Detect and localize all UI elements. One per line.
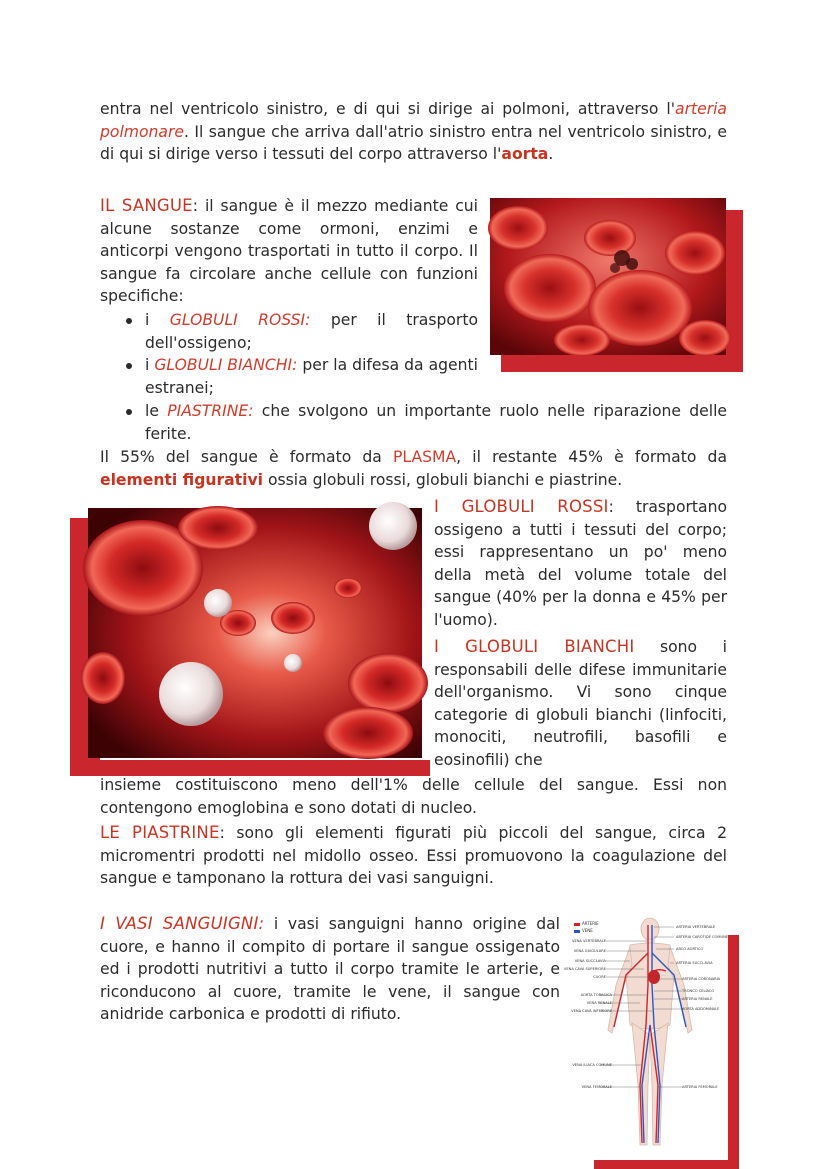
sangue-paragraph: [100, 195, 478, 308]
intro-text-1: entra nel ventricolo sinistro, e di qui si dirige ai polmoni, attraverso l': [100, 100, 676, 118]
blood-vessel-illustration: [88, 508, 422, 758]
vasi-paragraph: [100, 913, 560, 1026]
red-blood-cells-image: [490, 198, 726, 355]
blood-vessel-image: [88, 508, 422, 758]
globuli-rossi-paragraph: [434, 496, 727, 632]
globuli-bianchi-paragraph: [434, 636, 727, 772]
vasi-heading: I VASI SANGUIGNI:: [100, 914, 265, 933]
bullet-globuli-bianchi: i GLOBULI BIANCHI: per la difesa da agenti estranei;: [100, 354, 478, 399]
intro-text-2: . Il sangue che arriva dall'atrio sinistro entra nel ventricolo sinistro, e di qui si dirige verso i tessuti del corpo attraverso l': [100, 122, 727, 164]
plasma-paragraph: Il 55% del sangue è formato da PLASMA, il restante 45% è formato da elementi figurativi ossia globuli rossi, globuli bianchi e piastrine.: [100, 448, 727, 489]
sangue-text: : il sangue è il mezzo mediante cui alcune sostanze come ormoni, enzimi e anticorpi vengono trasportati in tutto il corpo. Il sangue fa circolare anche cellule con funzioni specifiche:: [100, 197, 478, 306]
bullet-piastrine: le PIASTRINE: che svolgono un importante ruolo nelle riparazione delle ferite.: [100, 400, 727, 445]
sangue-heading: IL SANGUE: [100, 196, 193, 215]
globuli-bianchi-text: sono i responsabili delle difese immunitarie dell'organismo. Vi sono cinque categorie di globuli bianchi (linfociti, monociti, neutrofili, basofili e eosinofili) che: [434, 638, 727, 769]
globuli-rossi-term: GLOBULI ROSSI:: [169, 311, 311, 329]
globuli-bianchi-term: GLOBULI BIANCHI:: [154, 356, 298, 375]
globuli-bianchi-heading: I GLOBULI BIANCHI: [434, 637, 635, 656]
piastrine-term: PIASTRINE:: [167, 402, 254, 420]
intro-text-3: .: [548, 145, 554, 164]
plasma-term: PLASMA: [393, 448, 457, 466]
sangue-bullet-list-wide: [100, 400, 727, 445]
vasi-text: i vasi sanguigni hanno origine dal cuore, e hanno il compito di portare il sangue ossigenato ed i prodotti nutritivi a tutto il corpo tramite le arterie, e riconducono al cuore, tramite le vene, il sangue con anidride carbonica e prodotti di rifiuto.: [100, 915, 560, 1024]
aorta-term: aorta: [501, 145, 549, 164]
intro-paragraph: [100, 98, 727, 166]
piastrine-text: : sono gli elementi figurati più piccoli del sangue, circa 2 micromentri prodotti nel midollo osseo. Essi promuovono la coagulazione del sangue e tamponano la rottura dei vasi sanguigni.: [100, 824, 727, 888]
arteria-polmonare-term: arteria polmonare: [100, 100, 727, 141]
piastrine-paragraph: [100, 822, 727, 890]
bullet-globuli-rossi: i GLOBULI ROSSI: per il trasporto dell'ossigeno;: [100, 309, 478, 354]
globuli-rossi-heading: I GLOBULI ROSSI: [434, 497, 609, 516]
circulatory-system-diagram: ARTERIE VENE VENA VERTEBRALE VENA GIUGULARE VENA SUCCLAVIA VENA CAVA SUPERIORE CUORE AORTA TORACICA VENA RENALE VENA CAVA INFERIORE VENA ILIACA COMUNE VENA FEMORALE ARTERIA VERTEBRALE ARTERIA CAROTIDE COMUNE ARCO AORTICO ARTERIA SUCCLAVIA ARTERIA CORONARIA TRONCO CELIACO ARTERIA RENALE AORTA ADDOMINALE ARTERIA FEMORALE: [570, 915, 728, 1160]
red-blood-cells-illustration: [490, 198, 726, 355]
piastrine-heading: LE PIASTRINE: [100, 823, 220, 842]
globuli-rossi-text: : trasportano ossigeno a tutti i tessuti del corpo; essi rappresentano un po' meno della metà del volume totale del sangue (40% per la donna e 45% per l'uomo).: [434, 498, 727, 629]
sangue-bullet-list: [100, 309, 478, 399]
elementi-figurativi-term: elementi figurativi: [100, 470, 263, 489]
legend: ARTERIE VENE: [582, 921, 599, 933]
image-accent-frame-3b: [594, 1160, 739, 1169]
globuli-bianchi-continuation: insieme costituiscono meno dell'1% delle cellule del sangue. Essi non contengono emoglobina e sono dotati di nucleo.: [100, 776, 727, 817]
